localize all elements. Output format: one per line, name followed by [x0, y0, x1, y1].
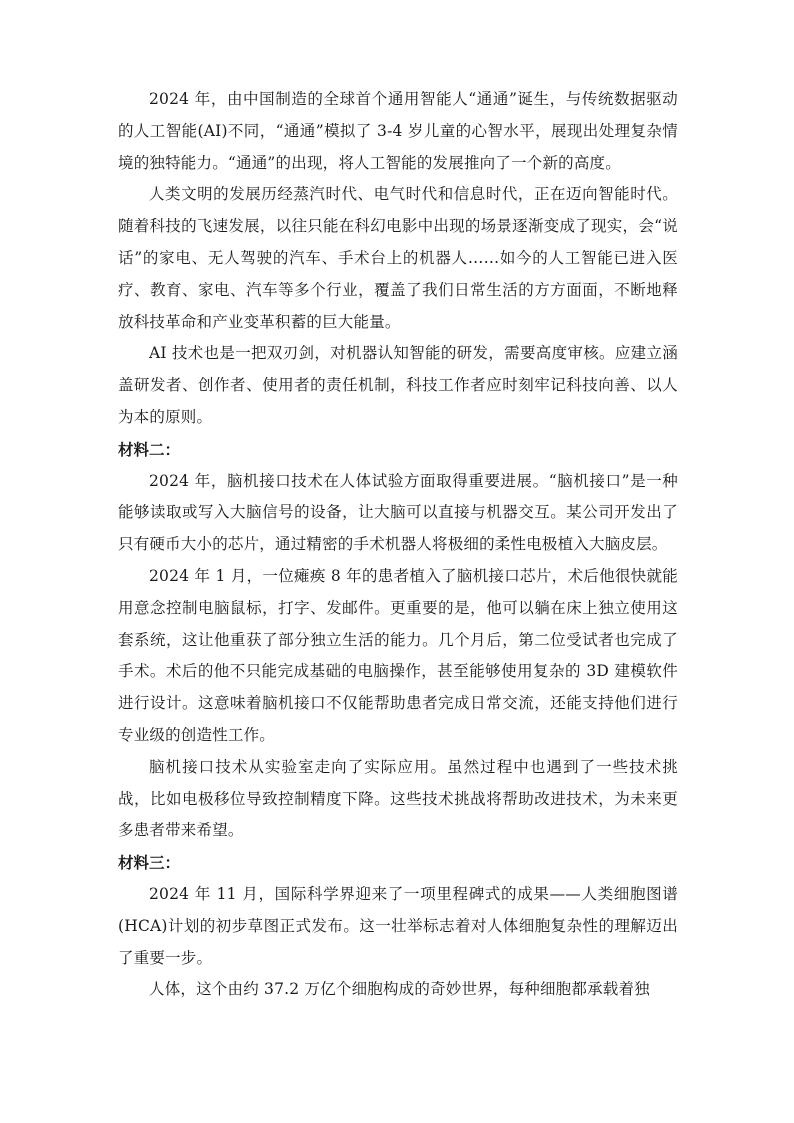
- paragraph: 人体，这个由约 37.2 万亿个细胞构成的奇妙世界，每种细胞都承载着独: [149, 980, 650, 999]
- paragraph: AI 技术也是一把双刃剑，对机器认知智能的研发，需要高度审核。应建立涵盖研发者、创作者、使用者的责任机制，科技工作者应时刻牢记科技向善、以人为本的原则。: [118, 344, 678, 426]
- section-heading: 材料三：: [118, 853, 181, 873]
- paragraph: 2024 年，由中国制造的全球首个通用智能人“通通”诞生，与传统数据驱动的人工智能(AI)不同，“通通”模拟了 3-4 岁儿童的心智水平，展现出处理复杂情境的独特能力。“通通”的出现，将人工智能的发展推向了一个新的高度。: [118, 90, 678, 172]
- material-one-section: [118, 84, 678, 434]
- section-heading: 材料二：: [118, 439, 181, 459]
- paragraph: 2024 年 11 月，国际科学界迎来了一项里程碑式的成果——人类细胞图谱(HCA)计划的初步草图正式发布。这一壮举标志着对人体细胞复杂性的理解迈出了重要一步。: [118, 884, 678, 967]
- material-two-section: [118, 434, 678, 847]
- document-page: [118, 84, 678, 1006]
- paragraph: 2024 年，脑机接口技术在人体试验方面取得重要进展。“脑机接口”是一种能够读取或写入大脑信号的设备，让大脑可以直接与机器交互。某公司开发出了只有硬币大小的芯片，通过精密的手术机器人将极细的柔性电极植入大脑皮层。: [118, 471, 678, 554]
- paragraph: 2024 年 1 月，一位瘫痪 8 年的患者植入了脑机接口芯片，术后他很快就能用意念控制电脑鼠标，打字、发邮件。更重要的是，他可以躺在床上独立使用这套系统，这让他重获了部分独立生活的能力。几个月后，第二位受试者也完成了手术。术后的他不只能完成基础的电脑操作，甚至能够使用复杂的 3D 建模软件进行设计。这意味着脑机接口不仅能帮助患者完成日常交流，还能支持他们进行专业级的创造性工作。: [118, 566, 678, 744]
- material-three-section: [118, 847, 678, 1006]
- paragraph: 脑机接口技术从实验室走向了实际应用。虽然过程中也遇到了一些技术挑战，比如电极移位导致控制精度下降。这些技术挑战将帮助改进技术，为未来更多患者带来希望。: [118, 757, 678, 840]
- paragraph: 人类文明的发展历经蒸汽时代、电气时代和信息时代，正在迈向智能时代。随着科技的飞速发展，以往只能在科幻电影中出现的场景逐渐变成了现实，会“说话”的家电、无人驾驶的汽车、手术台上的机器人……如今的人工智能已进入医疗、教育、家电、汽车等多个行业，覆盖了我们日常生活的方方面面，不断地释放科技革命和产业变革积蓄的巨大能量。: [118, 185, 678, 331]
